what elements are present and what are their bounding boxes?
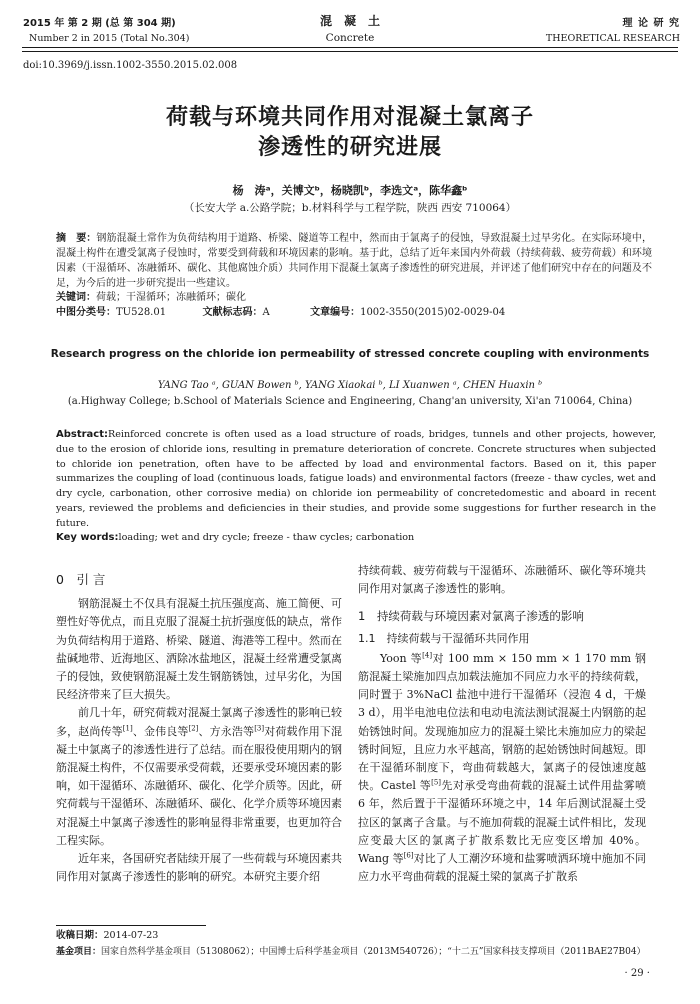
title-cn-line2: 渗透性的研究进展 bbox=[257, 135, 442, 160]
keywords-cn-label: 关键词： bbox=[56, 292, 96, 303]
header-rule-thin bbox=[22, 51, 678, 52]
header-issue-cn: 2015 年 第 2 期 (总 第 304 期) bbox=[23, 18, 176, 29]
citation-2: [2] bbox=[188, 723, 199, 732]
intro-p2-text-b: 、金伟良等 bbox=[132, 724, 189, 738]
keywords-en-text: loading; wet and dry cycle; freeze - thaw cycles; carbonation bbox=[118, 532, 415, 543]
section-1-1-paragraph bbox=[358, 650, 646, 887]
keywords-cn bbox=[56, 290, 652, 305]
intro-p2-text-d: 对荷载作用下混凝土中氯离子的渗透性进行了总结。而在服役使用期内的钢筋混凝土构件，不仅需要承受荷载，还要承受环境因素的影响，如干湿循环、冻融循环、碳化、化学介质等。因此，研究荷载与干湿循环、冻融循环、碳化、化学介质等环境因素对混凝土中氯离子渗透性的影响显得非常重要，也更加符合工程实际。 bbox=[56, 724, 343, 847]
header-rule bbox=[22, 47, 678, 48]
section-heading-1-1: 1.1 持续荷载与干湿循环共同作用 bbox=[358, 631, 530, 645]
title-cn-line1: 荷载与环境共同作用对混凝土氯离子 bbox=[165, 105, 534, 130]
classification bbox=[56, 305, 652, 320]
keywords-cn-text: 荷载；干湿循环；冻融循环；碳化 bbox=[96, 292, 246, 303]
s11-text-c: 先对承受弯曲荷载的混凝土试件用盐雾喷 6 年，然后置于干湿循环环境之中，14 年后测试混凝土受拉区的氯离子含量。与不施加荷载的混凝土试件相比，发现应变最大区的氯离子扩散系数比无应变区增加 40%。Wang 等 bbox=[358, 779, 647, 866]
citation-6: [6] bbox=[403, 851, 414, 860]
intro-paragraph-1: 钢筋混凝土不仅具有混凝土抗压强度高、施工简便、可塑性好等优点，而且克服了混凝土抗折强度低的缺点，常作为负荷结构用于道路、桥梁、隧道、海港等工程中。然而在盐碱地带、近海地区、洒除冰盐地区，混凝土经常遭受氯离子的侵蚀，致使钢筋混凝土发生钢筋锈蚀，过早劣化，为国民经济带来了巨大损失。 bbox=[56, 597, 342, 702]
abstract-cn-text: 钢筋混凝土常作为负荷结构用于道路、桥梁、隧道等工程中，然而由于氯离子的侵蚀，导致混凝土过早劣化。在实际环境中，混凝土构件在遭受氯离子侵蚀时，常要受到荷载和环境因素的影响。基于此，总结了近年来国内外荷载（持续荷载、疲劳荷载）和环境因素（干湿循环、冻融循环、碳化、其他腐蚀介质）共同作用下混凝土氯离子渗透性的研究进展，并评述了他们研究中存在的问题及不足，为今后的进一步研究提出一些建议。 bbox=[56, 233, 653, 289]
s11-text-b: 对 100 mm × 150 mm × 1 170 mm 钢筋混凝土梁施加四点加载法施加不同应力水平的持续荷载，同时置于 3%NaCl 盐池中进行干湿循环（浸泡 4 d，干燥 3 d），用半电池电位法和电动电流法测试混凝土内钢筋的起始锈蚀时间。发现施加应力的混凝土梁比未施加应力的梁起锈时间短，且应力水平越高，钢筋的起始锈蚀时间越短。即在干湿循环制度下，弯曲荷载越大，氯离子的侵蚀速度越快。Castel 等 bbox=[358, 651, 647, 793]
abstract-en-label: Abstract: bbox=[56, 429, 109, 440]
section-heading-0: 0 引 言 bbox=[56, 572, 106, 587]
citation-1: [1] bbox=[122, 723, 133, 732]
abstract-en-text: Reinforced concrete is often used as a load structure of roads, bridges, tunnels and other projects, however, due to the erosion of chloride ions, resulting in premature deterioration of concrete. Concrete structures when subjected to chloride ion penetration, often have to be affected by load and environmental factors. Based on it, this paper summarizes the coupling of load (continuous loads, fatigue loads) and environmental factors (freeze - thaw cycles, wet and dry cycle, carbonation, other corrosive media) on chloride ion permeability of concretedomestic and aboard in recent years, reviewed the problems and deficiencies in their studies, and provide some suggestions for further research in the future. bbox=[56, 429, 656, 529]
authors-en: YANG Tao ᵃ, GUAN Bowen ᵇ, YANG Xiaokai ᵇ, LI Xuanwen ᵃ, CHEN Huaxin ᵇ bbox=[157, 380, 543, 391]
s11-text-a: Yoon 等 bbox=[380, 651, 423, 665]
intro-paragraph-2 bbox=[56, 704, 342, 850]
header-journal-en: Concrete bbox=[325, 32, 375, 44]
fund-value: 国家自然科学基金项目（51308062）；中国博士后科学基金项目（2013M540726）；“十二五”国家科技支撑项目（2011BAE27B04） bbox=[101, 947, 646, 957]
doc-code-value: A bbox=[262, 307, 270, 318]
doi: doi:10.3969/j.issn.1002-3550.2015.02.008 bbox=[23, 60, 238, 71]
section-heading-1: 1 持续荷载与环境因素对氯离子渗透的影响 bbox=[358, 609, 584, 624]
header-journal-cn: 混 凝 土 bbox=[319, 14, 380, 28]
received-label: 收稿日期： bbox=[56, 930, 104, 941]
clc-value: TU528.01 bbox=[116, 307, 167, 318]
continued-paragraph: 持续荷载、疲劳荷载与干湿循环、冻融循环、碳化等环境共同作用对氯离子渗透性的影响。 bbox=[358, 564, 646, 596]
affiliation-en: (a.Highway College; b.School of Materials Science and Engineering, Chang'an university, Xi'an 710064, China) bbox=[67, 396, 633, 407]
header-section-cn: 理 论 研 究 bbox=[622, 18, 680, 29]
doc-code-label: 文献标志码： bbox=[202, 307, 263, 318]
abstract-cn-label: 摘 要： bbox=[56, 233, 97, 244]
keywords-en bbox=[56, 530, 656, 545]
left-column bbox=[56, 565, 342, 886]
citation-3: [3] bbox=[254, 723, 265, 732]
clc-label: 中图分类号： bbox=[56, 307, 116, 318]
article-no-label: 文章编号： bbox=[310, 307, 361, 318]
page-number: · 29 · bbox=[624, 968, 650, 979]
abstract-en bbox=[56, 428, 656, 532]
fund-label: 基金项目： bbox=[56, 947, 102, 957]
header-issue-en: Number 2 in 2015 (Total No.304) bbox=[29, 33, 190, 44]
received-date bbox=[56, 929, 158, 943]
fund-info bbox=[56, 945, 656, 959]
citation-5: [5] bbox=[431, 778, 442, 787]
abstract-cn bbox=[56, 231, 652, 291]
header-section-en: THEORETICAL RESEARCH bbox=[545, 33, 680, 44]
citation-4: [4] bbox=[422, 651, 433, 660]
keywords-en-label: Key words: bbox=[56, 532, 119, 543]
received-value: 2014-07-23 bbox=[103, 930, 159, 941]
article-no-value: 1002-3550(2015)02-0029-04 bbox=[360, 307, 506, 318]
intro-p2-text-a: 前几十年，研究荷载对混凝土氯离子渗透性的影响已较多，赵尚传等 bbox=[56, 706, 342, 738]
right-column bbox=[358, 562, 646, 886]
title-en: Research progress on the chloride ion permeability of stressed concrete coupling with environments bbox=[50, 348, 650, 360]
authors-cn: 杨 涛ᵃ，关博文ᵇ，杨晓凯ᵇ，李选文ᵃ，陈华鑫ᵇ bbox=[232, 184, 468, 197]
affiliation-cn: （长安大学 a.公路学院；b.材料科学与工程学院，陕西 西安 710064） bbox=[183, 202, 517, 214]
footnote-rule bbox=[56, 925, 206, 926]
s11-text-d: 对比了人工潮汐环境和盐雾喷洒环境中施加不同应力水平弯曲荷载的混凝土梁的氯离子扩散系 bbox=[358, 852, 647, 884]
intro-p2-text-c: 、方永浩等 bbox=[198, 724, 255, 738]
intro-paragraph-3: 近年来，各国研究者陆续开展了一些荷载与环境因素共同作用对氯离子渗透性的影响的研究。本研究主要介绍 bbox=[56, 852, 342, 884]
